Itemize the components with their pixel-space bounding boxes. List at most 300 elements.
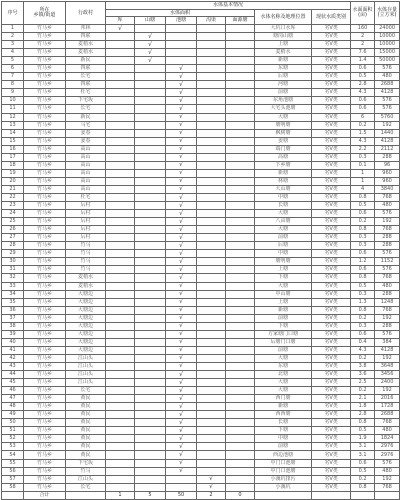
table-row — [2, 419, 400, 427]
row-volume: 384 — [375, 338, 400, 346]
row-location: 大塘 — [255, 113, 312, 121]
row-other — [226, 137, 255, 145]
row-location: 小溪坑 — [255, 483, 312, 491]
row-pool: √ — [166, 371, 197, 379]
header-volume: 水体存量(立方米) — [375, 2, 400, 25]
row-quality: 劣V类 — [312, 330, 351, 338]
row-location: 大塘 — [255, 354, 312, 362]
row-village: 四联 — [66, 65, 106, 73]
row-ditch — [197, 121, 226, 129]
row-pond: √ — [135, 49, 166, 57]
row-ditch: √ — [197, 475, 226, 483]
row-quality: 劣V类 — [312, 443, 351, 451]
row-village: 长宅 — [66, 387, 106, 395]
row-pool: √ — [166, 467, 197, 475]
row-seq: 48 — [2, 403, 24, 411]
row-quality: 劣V类 — [312, 298, 351, 306]
row-quality: 劣V类 — [312, 427, 351, 435]
row-quality: 劣V类 — [312, 121, 351, 129]
row-pond — [135, 89, 166, 97]
row-location: 后塘 — [255, 242, 312, 250]
row-area: 1.8 — [351, 403, 375, 411]
row-pond — [135, 483, 166, 491]
row-reservoir — [106, 57, 135, 65]
row-reservoir — [106, 475, 135, 483]
row-other — [226, 427, 255, 435]
row-location: 大塘 — [255, 226, 312, 234]
row-township: 竹马乡 — [24, 25, 66, 33]
total-village — [66, 491, 106, 499]
header-quality: 现状水质类别 — [312, 10, 351, 25]
row-village: 后村 — [66, 234, 106, 242]
row-pool: √ — [166, 290, 197, 298]
row-location: 新塘 — [255, 306, 312, 314]
header-location: 水体名称及地理位置 — [255, 10, 312, 25]
row-ditch — [197, 169, 226, 177]
row-volume: 10000 — [375, 41, 400, 49]
row-area: 2.2 — [351, 145, 375, 153]
row-village: 竹马 — [66, 242, 106, 250]
row-quality: 劣V类 — [312, 49, 351, 57]
row-volume: 2016 — [375, 395, 400, 403]
row-quality: 劣V类 — [312, 338, 351, 346]
row-reservoir — [106, 97, 135, 105]
table-row — [2, 403, 400, 411]
row-pool: √ — [166, 218, 197, 226]
row-volume: 3840 — [375, 185, 400, 193]
row-location: 大塘 — [255, 210, 312, 218]
row-seq: 50 — [2, 419, 24, 427]
row-quality: 劣V类 — [312, 274, 351, 282]
row-seq: 28 — [2, 242, 24, 250]
row-ditch — [197, 306, 226, 314]
row-pool: √ — [166, 113, 197, 121]
row-other — [226, 362, 255, 370]
row-ditch — [197, 25, 226, 33]
row-seq: 29 — [2, 250, 24, 258]
row-ditch: √ — [197, 483, 226, 491]
row-ditch — [197, 185, 226, 193]
row-village: 姜春 — [66, 137, 106, 145]
row-quality: 劣V类 — [312, 218, 351, 226]
row-volume: 2112 — [375, 145, 400, 153]
header-township: 所在 乡镇/街道 — [24, 2, 66, 25]
row-ditch — [197, 129, 226, 137]
row-area: 3.1 — [351, 451, 375, 459]
row-seq: 39 — [2, 330, 24, 338]
row-area: 0.5 — [351, 427, 375, 435]
row-pool: √ — [166, 427, 197, 435]
row-pond — [135, 218, 166, 226]
row-reservoir — [106, 161, 135, 169]
row-ditch — [197, 387, 226, 395]
row-pool: √ — [166, 459, 197, 467]
total-other: 0 — [226, 491, 255, 499]
row-other — [226, 387, 255, 395]
row-reservoir — [106, 330, 135, 338]
row-other — [226, 81, 255, 89]
row-quality: 劣V类 — [312, 129, 351, 137]
row-area: 0.3 — [351, 234, 375, 242]
row-village: 大塘边 — [66, 346, 106, 354]
row-township: 竹马乡 — [24, 113, 66, 121]
row-ditch — [197, 49, 226, 57]
row-township: 竹马乡 — [24, 362, 66, 370]
row-pool: √ — [166, 346, 197, 354]
row-reservoir — [106, 145, 135, 153]
row-pool: √ — [166, 161, 197, 169]
row-township: 竹马乡 — [24, 427, 66, 435]
row-quality: 劣V类 — [312, 137, 351, 145]
row-area: 4 — [351, 185, 375, 193]
row-village: 黄民 — [66, 451, 106, 459]
row-quality: 劣V类 — [312, 226, 351, 234]
row-quality: 劣V类 — [312, 97, 351, 105]
row-ditch — [197, 73, 226, 81]
row-pool: √ — [166, 145, 197, 153]
row-volume: 15000 — [375, 49, 400, 57]
row-area: 0.8 — [351, 226, 375, 234]
row-reservoir — [106, 451, 135, 459]
row-location: 后塘门口塘 — [255, 338, 312, 346]
row-volume: 288 — [375, 234, 400, 242]
row-volume: 192 — [375, 218, 400, 226]
table-row — [2, 121, 400, 129]
row-township: 竹马乡 — [24, 282, 66, 290]
row-seq: 38 — [2, 322, 24, 330]
row-township: 竹马乡 — [24, 411, 66, 419]
row-other — [226, 105, 255, 113]
row-village: 高山 — [66, 169, 106, 177]
row-seq: 21 — [2, 185, 24, 193]
row-quality: 劣V类 — [312, 371, 351, 379]
row-ditch — [197, 33, 226, 41]
row-township: 竹马乡 — [24, 387, 66, 395]
row-seq: 51 — [2, 427, 24, 435]
row-reservoir — [106, 258, 135, 266]
row-ditch — [197, 435, 226, 443]
row-village: 高山 — [66, 145, 106, 153]
row-reservoir — [106, 129, 135, 137]
row-seq: 52 — [2, 435, 24, 443]
row-other — [226, 202, 255, 210]
row-pond — [135, 258, 166, 266]
table-row — [2, 467, 400, 475]
row-seq: 12 — [2, 113, 24, 121]
row-pond — [135, 169, 166, 177]
table-row — [2, 371, 400, 379]
row-volume: 1824 — [375, 435, 400, 443]
row-area: 2 — [351, 41, 375, 49]
row-area: 0.6 — [351, 105, 375, 113]
row-township: 竹马乡 — [24, 57, 66, 65]
row-township: 竹马乡 — [24, 153, 66, 161]
row-township: 竹马乡 — [24, 105, 66, 113]
row-pond — [135, 459, 166, 467]
row-ditch — [197, 161, 226, 169]
row-village: 麦梢水 — [66, 41, 106, 49]
row-volume: 768 — [375, 306, 400, 314]
row-volume: 576 — [375, 97, 400, 105]
row-village: 竹马 — [66, 467, 106, 475]
row-pond — [135, 105, 166, 113]
row-area: 1.5 — [351, 129, 375, 137]
row-volume: 3648 — [375, 362, 400, 370]
row-quality: 劣V类 — [312, 161, 351, 169]
row-pond — [135, 387, 166, 395]
row-volume: 2688 — [375, 81, 400, 89]
row-quality: 劣V类 — [312, 41, 351, 49]
row-township: 竹马乡 — [24, 210, 66, 218]
row-other — [226, 169, 255, 177]
row-pool: √ — [166, 210, 197, 218]
row-volume: 576 — [375, 459, 400, 467]
row-location: 八亩塘 — [255, 218, 312, 226]
table-row — [2, 411, 400, 419]
row-volume: 768 — [375, 226, 400, 234]
row-ditch — [197, 395, 226, 403]
row-volume: 480 — [375, 202, 400, 210]
table-row — [2, 41, 400, 49]
header-pond: 山塘 — [135, 17, 166, 25]
row-ditch — [197, 419, 226, 427]
table-row — [2, 193, 400, 201]
row-seq: 42 — [2, 354, 24, 362]
row-ditch — [197, 81, 226, 89]
row-pond — [135, 121, 166, 129]
row-village: 竹马 — [66, 250, 106, 258]
row-reservoir — [106, 153, 135, 161]
row-pool — [166, 475, 197, 483]
row-seq: 4 — [2, 49, 24, 57]
row-pond — [135, 193, 166, 201]
row-location: 长塘 — [255, 419, 312, 427]
row-quality: 劣V类 — [312, 395, 351, 403]
row-other — [226, 65, 255, 73]
row-township: 竹马乡 — [24, 202, 66, 210]
row-township: 竹马乡 — [24, 81, 66, 89]
total-quality — [312, 491, 351, 499]
row-reservoir — [106, 49, 135, 57]
row-township: 竹马乡 — [24, 274, 66, 282]
row-pool — [166, 483, 197, 491]
row-volume: 288 — [375, 322, 400, 330]
row-pool: √ — [166, 169, 197, 177]
row-township: 竹马乡 — [24, 314, 66, 322]
row-village: 高山 — [66, 153, 106, 161]
row-pond — [135, 330, 166, 338]
table-row — [2, 105, 400, 113]
row-area: 1.4 — [351, 57, 375, 65]
row-reservoir — [106, 250, 135, 258]
row-village: 下宅坂 — [66, 459, 106, 467]
row-village: 四联 — [66, 81, 106, 89]
table-row — [2, 314, 400, 322]
row-area: 3.1 — [351, 443, 375, 451]
table-row — [2, 169, 400, 177]
table-row — [2, 282, 400, 290]
table-row — [2, 202, 400, 210]
table-row — [2, 137, 400, 145]
row-reservoir — [106, 33, 135, 41]
row-volume: 2688 — [375, 411, 400, 419]
row-pool: √ — [166, 266, 197, 274]
row-village: 黄民 — [66, 443, 106, 451]
row-township: 竹马乡 — [24, 419, 66, 427]
row-other — [226, 266, 255, 274]
row-village: 姜春 — [66, 129, 106, 137]
row-township: 竹马乡 — [24, 467, 66, 475]
row-seq: 58 — [2, 483, 24, 491]
row-volume: 288 — [375, 242, 400, 250]
row-other — [226, 451, 255, 459]
total-seq — [2, 491, 24, 499]
row-pool — [166, 41, 197, 49]
row-seq: 5 — [2, 57, 24, 65]
row-ditch — [197, 459, 226, 467]
table-row — [2, 97, 400, 105]
row-location: 中门口池塘 — [255, 459, 312, 467]
row-quality: 劣V类 — [312, 113, 351, 121]
row-pond — [135, 419, 166, 427]
row-seq: 15 — [2, 137, 24, 145]
row-area: 0.8 — [351, 306, 375, 314]
row-pool: √ — [166, 97, 197, 105]
row-village: 杜宅 — [66, 193, 106, 201]
row-township: 竹马乡 — [24, 121, 66, 129]
row-township: 竹马乡 — [24, 193, 66, 201]
row-area: 1.2 — [351, 258, 375, 266]
row-seq: 41 — [2, 346, 24, 354]
row-pond — [135, 403, 166, 411]
row-ditch — [197, 403, 226, 411]
table-row — [2, 427, 400, 435]
row-quality: 劣V类 — [312, 57, 351, 65]
row-reservoir — [106, 290, 135, 298]
row-ditch — [197, 379, 226, 387]
row-ditch — [197, 57, 226, 65]
row-reservoir — [106, 210, 135, 218]
row-ditch — [197, 193, 226, 201]
row-other — [226, 226, 255, 234]
row-village: 大塘边 — [66, 298, 106, 306]
row-pool: √ — [166, 177, 197, 185]
row-area: 2.5 — [351, 379, 375, 387]
row-village: 高山 — [66, 161, 106, 169]
row-reservoir — [106, 234, 135, 242]
row-reservoir — [106, 443, 135, 451]
row-volume: 5760 — [375, 113, 400, 121]
row-township: 竹马乡 — [24, 129, 66, 137]
row-location: 河塘 — [255, 81, 312, 89]
row-township: 竹马乡 — [24, 266, 66, 274]
row-ditch — [197, 298, 226, 306]
row-pond — [135, 467, 166, 475]
row-ditch — [197, 202, 226, 210]
total-pond: 5 — [135, 491, 166, 499]
row-pond — [135, 395, 166, 403]
row-reservoir — [106, 387, 135, 395]
row-location: 东塘 — [255, 65, 312, 73]
row-pool: √ — [166, 435, 197, 443]
row-township: 竹马乡 — [24, 65, 66, 73]
row-township: 竹马乡 — [24, 459, 66, 467]
row-volume: 576 — [375, 65, 400, 73]
row-volume: 10000 — [375, 33, 400, 41]
table-row — [2, 475, 400, 483]
row-seq: 11 — [2, 105, 24, 113]
row-village: 江山头 — [66, 475, 106, 483]
row-pool: √ — [166, 354, 197, 362]
row-pond — [135, 371, 166, 379]
row-area: 0.5 — [351, 282, 375, 290]
row-other — [226, 218, 255, 226]
row-area: 0.3 — [351, 153, 375, 161]
row-other — [226, 73, 255, 81]
row-other — [226, 354, 255, 362]
row-volume: 3456 — [375, 371, 400, 379]
row-other — [226, 403, 255, 411]
row-other — [226, 25, 255, 33]
table-row — [2, 443, 400, 451]
row-location: 上塘 — [255, 298, 312, 306]
row-area: 0.2 — [351, 354, 375, 362]
row-reservoir — [106, 218, 135, 226]
row-pool: √ — [166, 338, 197, 346]
row-township: 竹马乡 — [24, 97, 66, 105]
row-reservoir — [106, 282, 135, 290]
row-pool: √ — [166, 185, 197, 193]
row-pool: √ — [166, 193, 197, 201]
row-pond — [135, 242, 166, 250]
row-village: 长宅 — [66, 105, 106, 113]
row-volume: 576 — [375, 250, 400, 258]
table-row — [2, 25, 400, 33]
row-volume: 192 — [375, 354, 400, 362]
row-other — [226, 379, 255, 387]
row-other — [226, 475, 255, 483]
row-township: 竹马乡 — [24, 161, 66, 169]
table-row — [2, 234, 400, 242]
row-reservoir — [106, 411, 135, 419]
row-ditch — [197, 290, 226, 298]
row-pond — [135, 411, 166, 419]
row-other — [226, 443, 255, 451]
row-ditch — [197, 210, 226, 218]
row-volume: 576 — [375, 210, 400, 218]
row-other — [226, 282, 255, 290]
table-body — [2, 25, 400, 500]
row-pool: √ — [166, 379, 197, 387]
row-township: 竹马乡 — [24, 443, 66, 451]
row-village: 大塘边 — [66, 330, 106, 338]
row-location: 枫树塘 — [255, 129, 312, 137]
row-volume: 480 — [375, 467, 400, 475]
row-township: 竹马乡 — [24, 379, 66, 387]
row-other — [226, 395, 255, 403]
row-quality: 劣V类 — [312, 73, 351, 81]
row-other — [226, 57, 255, 65]
row-quality: 劣V类 — [312, 475, 351, 483]
row-pond — [135, 475, 166, 483]
row-pool: √ — [166, 322, 197, 330]
table-row — [2, 89, 400, 97]
row-seq: 32 — [2, 274, 24, 282]
table-row — [2, 113, 400, 121]
row-reservoir — [106, 379, 135, 387]
row-quality: 劣V类 — [312, 25, 351, 33]
row-village: 大塘边 — [66, 322, 106, 330]
